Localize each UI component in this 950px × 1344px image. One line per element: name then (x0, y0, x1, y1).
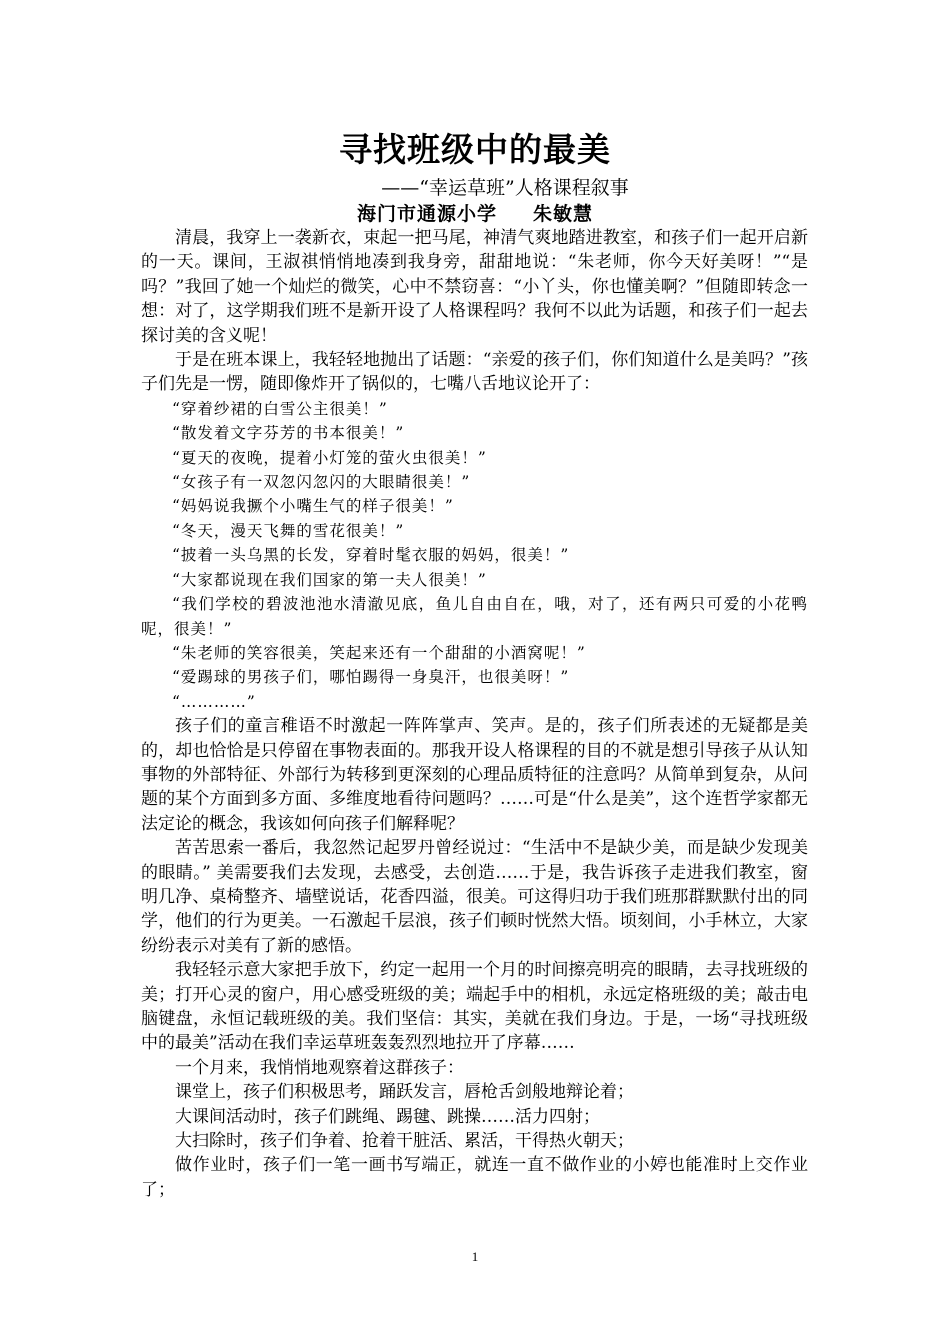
article-body (141, 226, 808, 1202)
quote-paragraph: “穿着纱裙的白雪公主很美！” (172, 399, 388, 418)
quote-paragraph: “大家都说现在我们国家的第一夫人很美！” (172, 570, 487, 589)
body-paragraph: 一个月来，我悄悄地观察着这群孩子： (175, 1057, 464, 1078)
quote-paragraph: “朱老师的笑容很美，笑起来还有一个甜甜的小酒窝呢！” (172, 643, 586, 662)
quote-paragraph: “女孩子有一双忽闪忽闪的大眼睛很美！” (172, 473, 471, 492)
quote-paragraph: “夏天的夜晚，提着小灯笼的萤火虫很美！” (172, 448, 487, 467)
quote-paragraph: “爱踢球的男孩子们，哪怕踢得一身臭汗，也很美呀！” (172, 668, 570, 687)
author-name: 朱敏慧 (533, 203, 594, 225)
body-paragraph: 大课间活动时，孩子们跳绳、踢毽、跳操……活力四射； (175, 1106, 600, 1127)
body-paragraph: 课堂上，孩子们积极思考，踊跃发言，唇枪舌剑般地辩论着； (175, 1082, 634, 1103)
body-paragraph: 苦苦思索一番后，我忽然记起罗丹曾经说过：“生活中不是缺少美，而是缺少发现美的眼睛。” 美需要我们去发现，去感受，去创造……于是，我告诉孩子走进我们教室，窗明几净、桌椅整齐、墙壁说话，花香四溢，很美。可这得归功于我们班那群默默付出的同学，他们的行为更美。一石激起千层浪，孩子们顿时恍然大悟。顷刻间，小手林立，大家纷纷表示对美有了新的感悟。 (141, 838, 808, 956)
quote-paragraph: “冬天，漫天飞舞的雪花很美！” (172, 521, 405, 540)
body-paragraph: 我轻轻示意大家把手放下，约定一起用一个月的时间擦亮明亮的眼睛，去寻找班级的美；打开心灵的窗户，用心感受班级的美；端起手中的相机，永远定格班级的美；敲击电脑键盘，永恒记载班级的美。我们坚信：其实，美就在我们身边。于是，一场“寻找班级中的最美”活动在我们幸运草班轰轰烈烈地拉开了序幕…… (141, 960, 808, 1054)
quote-paragraph: “妈妈说我撅个小嘴生气的样子很美！” (172, 497, 454, 516)
body-paragraph: 做作业时，孩子们一笔一画书写端正，就连一直不做作业的小婷也能准时上交作业了； (141, 1155, 808, 1200)
body-paragraph: 于是在班本课上，我轻轻地抛出了话题：“亲爱的孩子们，你们知道什么是美吗？”孩子们先是一愣，随即像炸开了锅似的，七嘴八舌地议论开了： (141, 350, 808, 395)
byline (0, 201, 950, 228)
document-title: 寻找班级中的最美 (339, 130, 611, 169)
body-paragraph: 孩子们的童言稚语不时激起一阵阵掌声、笑声。是的，孩子们所表述的无疑都是美的，却也恰恰是只停留在事物表面的。那我开设人格课程的目的不就是想引导孩子从认知事物的外部特征、外部行为转移到更深刻的心理品质特征的注意吗？从简单到复杂，从问题的某个方面到多方面、多维度地看待问题吗？……可是“什么是美”，这个连哲学家都无法定论的概念，我该如何向孩子们解释呢？ (141, 716, 808, 834)
school-name: 海门市通源小学 (356, 203, 497, 225)
quote-paragraph: “披着一头乌黑的长发，穿着时髦衣服的妈妈，很美！” (172, 546, 570, 565)
body-paragraph: 清晨，我穿上一袭新衣，束起一把马尾，神清气爽地踏进教室，和孩子们一起开启新的一天。课间，王淑祺悄悄地凑到我身旁，甜甜地说：“朱老师，你今天好美呀！”“是吗？”我回了她一个灿烂的微笑，心中不禁窃喜：“小丫头，你也懂美啊？”但随即转念一想：对了，这学期我们班不是新开设了人格课程吗？我何不以此为话题，和孩子们一起去探讨美的含义呢！ (141, 228, 808, 346)
quote-paragraph: “…………” (172, 692, 256, 711)
quote-paragraph: “散发着文字芬芳的书本很美！” (172, 424, 405, 443)
document-subtitle: ——“幸运草班”人格课程叙事 (381, 177, 629, 199)
body-paragraph: 大扫除时，孩子们争着、抢着干脏活、累活，干得热火朝天； (175, 1131, 634, 1152)
quote-paragraph: “我们学校的碧波池池水清澈见底，鱼儿自由自在，哦，对了，还有两只可爱的小花鸭呢，很美！” (141, 595, 808, 638)
page-number: 1 (471, 1249, 479, 1264)
